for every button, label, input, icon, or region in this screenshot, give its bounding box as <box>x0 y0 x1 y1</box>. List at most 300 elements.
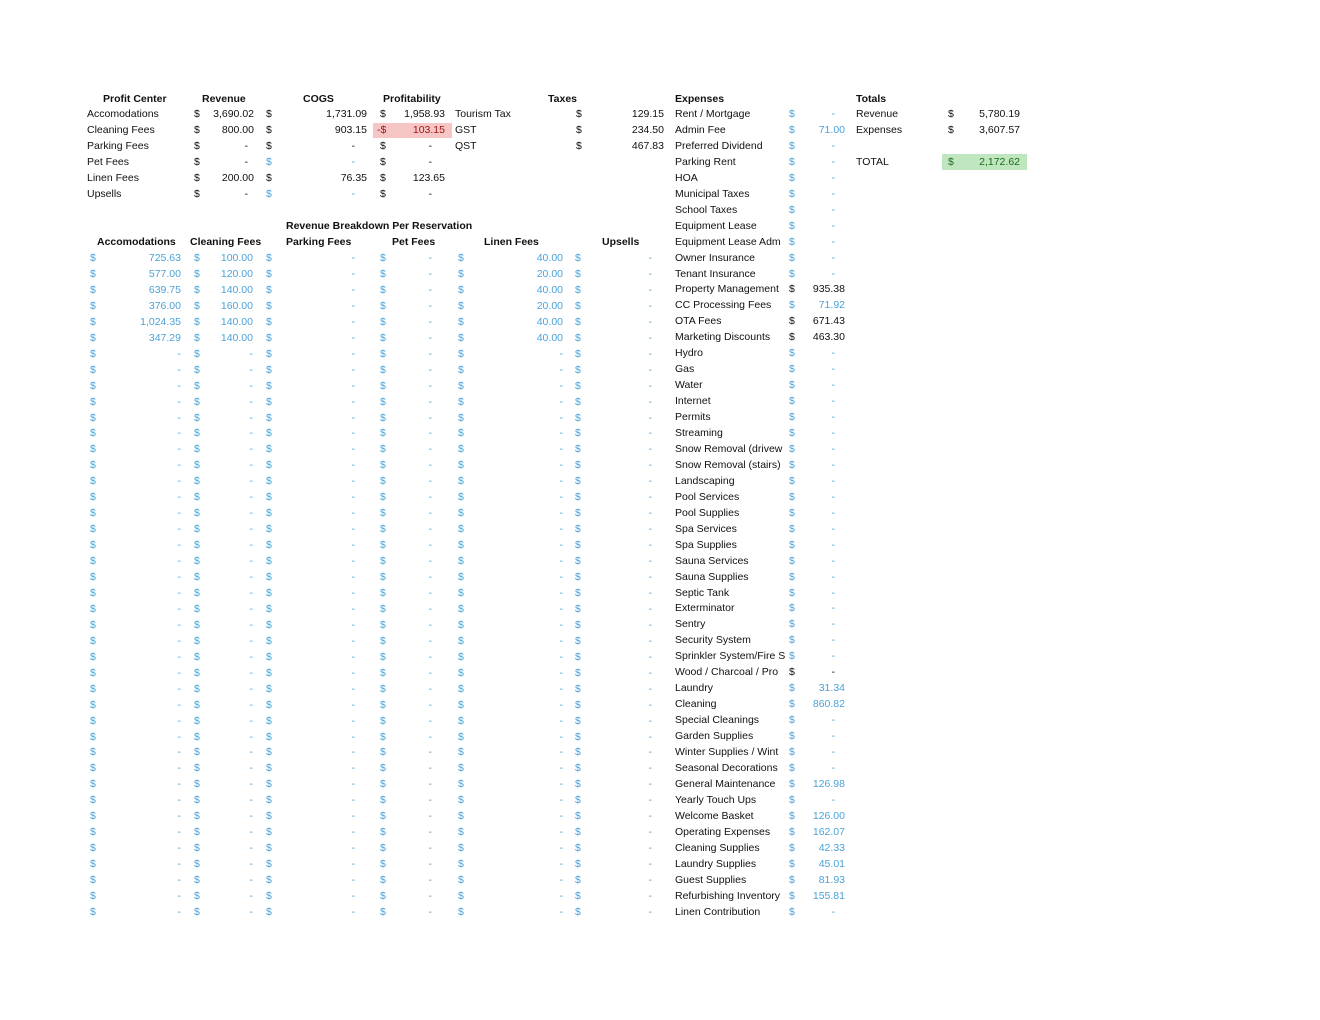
breakdown-cell: 20.00 <box>536 299 563 312</box>
breakdown-cell: - <box>351 794 355 807</box>
breakdown-cell: - <box>428 475 432 488</box>
expense-currency: $ <box>789 299 795 312</box>
breakdown-cell: - <box>559 730 563 743</box>
breakdown-cell: - <box>428 858 432 871</box>
expense-currency: $ <box>789 698 795 711</box>
breakdown-currency: $ <box>194 379 200 392</box>
breakdown-cell: - <box>648 698 652 711</box>
breakdown-currency: $ <box>266 443 272 456</box>
breakdown-cell: - <box>648 650 652 663</box>
breakdown-currency: $ <box>194 874 200 887</box>
breakdown-currency: $ <box>458 491 464 504</box>
expense-value: - <box>831 379 835 392</box>
expense-value: - <box>831 363 835 376</box>
expense-value: - <box>831 793 835 806</box>
expense-currency: $ <box>789 777 795 790</box>
breakdown-currency: $ <box>194 842 200 855</box>
breakdown-cell: - <box>648 842 652 855</box>
breakdown-cell: - <box>428 315 432 328</box>
profit-currency: $ <box>380 188 386 200</box>
tax-name: Tourism Tax <box>455 108 511 120</box>
breakdown-currency: $ <box>266 252 272 264</box>
expense-name: Cleaning <box>675 698 717 711</box>
breakdown-currency: $ <box>266 905 272 918</box>
breakdown-currency: $ <box>90 475 96 488</box>
breakdown-cell: - <box>648 778 652 791</box>
breakdown-cell: - <box>559 555 563 568</box>
breakdown-cell: - <box>428 905 432 918</box>
breakdown-currency: $ <box>90 523 96 536</box>
breakdown-currency: $ <box>380 842 386 855</box>
breakdown-cell: - <box>249 905 253 918</box>
expense-name: Welcome Basket <box>675 809 754 822</box>
breakdown-cell: - <box>351 411 355 424</box>
cogs-currency: $ <box>266 188 272 200</box>
expense-currency: $ <box>789 666 795 679</box>
breakdown-currency: $ <box>380 602 386 615</box>
breakdown-currency: $ <box>458 252 464 264</box>
expense-value: - <box>831 458 835 471</box>
breakdown-cell: - <box>351 459 355 472</box>
breakdown-cell: - <box>249 778 253 791</box>
breakdown-currency: $ <box>194 634 200 647</box>
expense-value: 126.98 <box>812 777 845 790</box>
breakdown-cell: - <box>249 555 253 568</box>
profit-value: - <box>428 188 432 200</box>
expense-name: Preferred Dividend <box>675 139 763 152</box>
breakdown-cell: - <box>648 523 652 536</box>
breakdown-cell: - <box>648 682 652 695</box>
breakdown-currency: $ <box>194 794 200 807</box>
revenue-currency: $ <box>194 108 200 120</box>
breakdown-cell: - <box>351 507 355 520</box>
breakdown-currency: $ <box>194 586 200 599</box>
breakdown-cell: 40.00 <box>536 331 563 344</box>
breakdown-currency: $ <box>458 459 464 472</box>
breakdown-cell: - <box>428 634 432 647</box>
expense-name: Parking Rent <box>675 155 736 168</box>
breakdown-cell: - <box>559 427 563 440</box>
breakdown-currency: $ <box>458 634 464 647</box>
breakdown-cell: - <box>177 905 181 918</box>
breakdown-cell: - <box>249 618 253 631</box>
expense-currency: $ <box>789 793 795 806</box>
breakdown-cell: - <box>648 315 652 328</box>
breakdown-currency: $ <box>575 347 581 360</box>
breakdown-cell: - <box>559 905 563 918</box>
breakdown-currency: $ <box>194 299 200 312</box>
cogs-value: - <box>351 156 355 168</box>
breakdown-cell: - <box>249 363 253 376</box>
breakdown-cell: - <box>177 427 181 440</box>
revenue-value: - <box>244 188 248 200</box>
breakdown-currency: $ <box>90 714 96 727</box>
expense-name: Seasonal Decorations <box>675 761 778 774</box>
cogs-currency: $ <box>266 172 272 184</box>
breakdown-currency: $ <box>575 698 581 711</box>
breakdown-currency: $ <box>90 347 96 360</box>
breakdown-currency: $ <box>194 491 200 504</box>
breakdown-cell: - <box>559 602 563 615</box>
breakdown-cell: 100.00 <box>220 252 253 264</box>
expense-value: - <box>831 538 835 551</box>
breakdown-currency: $ <box>575 746 581 759</box>
breakdown-currency: $ <box>575 459 581 472</box>
expense-currency: $ <box>789 873 795 886</box>
breakdown-currency: $ <box>575 650 581 663</box>
breakdown-currency: $ <box>575 762 581 775</box>
breakdown-cell: - <box>249 746 253 759</box>
breakdown-cell: - <box>177 602 181 615</box>
breakdown-cell: - <box>648 762 652 775</box>
breakdown-currency: $ <box>458 299 464 312</box>
revenue-value: - <box>244 156 248 168</box>
expense-currency: $ <box>789 522 795 535</box>
breakdown-cell: - <box>351 363 355 376</box>
breakdown-currency: $ <box>194 666 200 679</box>
breakdown-currency: $ <box>266 379 272 392</box>
breakdown-currency: $ <box>266 890 272 902</box>
breakdown-currency: $ <box>458 315 464 328</box>
expense-currency: $ <box>789 841 795 854</box>
tax-currency: $ <box>576 124 582 136</box>
breakdown-cell: - <box>648 666 652 679</box>
breakdown-cell: - <box>559 890 563 902</box>
breakdown-currency: $ <box>90 698 96 711</box>
breakdown-currency: $ <box>90 571 96 583</box>
breakdown-cell: - <box>351 252 355 264</box>
breakdown-cell: - <box>249 571 253 583</box>
breakdown-currency: $ <box>380 794 386 807</box>
breakdown-cell: - <box>428 347 432 360</box>
breakdown-currency: $ <box>194 890 200 902</box>
breakdown-currency: $ <box>266 778 272 791</box>
breakdown-currency: $ <box>575 267 581 280</box>
expense-value: - <box>831 905 835 918</box>
expense-name: Wood / Charcoal / Pro <box>675 666 779 679</box>
breakdown-currency: $ <box>380 363 386 376</box>
breakdown-currency: $ <box>194 682 200 695</box>
expense-name: Special Cleanings <box>675 714 760 727</box>
breakdown-cell: - <box>177 778 181 791</box>
breakdown-cell: - <box>351 315 355 328</box>
expense-name: Equipment Lease Adm <box>675 235 781 248</box>
expense-currency: $ <box>789 905 795 918</box>
expense-currency: $ <box>789 618 795 631</box>
breakdown-currency: $ <box>380 778 386 791</box>
breakdown-currency: $ <box>575 363 581 376</box>
breakdown-cell: - <box>428 762 432 775</box>
breakdown-cell: - <box>428 299 432 312</box>
breakdown-cell: - <box>177 730 181 743</box>
breakdown-cell: - <box>249 874 253 887</box>
breakdown-header: Pet Fees <box>392 236 436 248</box>
breakdown-cell: - <box>351 475 355 488</box>
breakdown-cell: - <box>648 443 652 456</box>
totals-currency: $ <box>948 156 954 168</box>
breakdown-currency: $ <box>458 379 464 392</box>
breakdown-currency: $ <box>458 858 464 871</box>
expense-name: Rent / Mortgage <box>675 108 751 120</box>
breakdown-cell: - <box>249 523 253 536</box>
breakdown-currency: $ <box>380 618 386 631</box>
breakdown-cell: - <box>177 491 181 504</box>
breakdown-cell: 639.75 <box>148 283 181 296</box>
totals-value: 2,172.62 <box>979 156 1020 168</box>
breakdown-cell: - <box>428 666 432 679</box>
breakdown-currency: $ <box>458 874 464 887</box>
totals-value: 5,780.19 <box>979 108 1020 120</box>
breakdown-cell: - <box>249 443 253 456</box>
expense-name: Equipment Lease <box>675 219 757 232</box>
breakdown-currency: $ <box>575 586 581 599</box>
expense-name: Gas <box>675 363 695 376</box>
expense-value: - <box>831 522 835 535</box>
breakdown-currency: $ <box>194 905 200 918</box>
breakdown-currency: $ <box>380 826 386 839</box>
breakdown-currency: $ <box>194 698 200 711</box>
breakdown-cell: - <box>351 905 355 918</box>
breakdown-currency: $ <box>194 267 200 280</box>
breakdown-currency: $ <box>575 826 581 839</box>
expense-value: 860.82 <box>812 698 845 711</box>
expense-name: Water <box>675 379 703 392</box>
expense-value: - <box>831 474 835 487</box>
breakdown-currency: $ <box>90 810 96 823</box>
breakdown-currency: $ <box>575 555 581 568</box>
breakdown-cell: - <box>428 746 432 759</box>
breakdown-cell: - <box>648 252 652 264</box>
breakdown-cell: - <box>177 762 181 775</box>
breakdown-cell: - <box>351 427 355 440</box>
breakdown-currency: $ <box>266 698 272 711</box>
breakdown-cell: - <box>351 682 355 695</box>
breakdown-currency: $ <box>266 395 272 408</box>
tax-value: 234.50 <box>631 124 664 136</box>
breakdown-currency: $ <box>266 730 272 743</box>
breakdown-currency: $ <box>194 746 200 759</box>
breakdown-currency: $ <box>90 778 96 791</box>
expense-name: Garden Supplies <box>675 730 754 743</box>
profit-value: 103.15 <box>412 124 445 136</box>
breakdown-currency: $ <box>194 475 200 488</box>
breakdown-currency: $ <box>458 555 464 568</box>
breakdown-cell: - <box>648 714 652 727</box>
breakdown-cell: - <box>351 267 355 280</box>
breakdown-title: Revenue Breakdown Per Reservation <box>286 220 473 232</box>
header-profitability: Profitability <box>383 93 441 105</box>
breakdown-cell: - <box>351 539 355 552</box>
breakdown-cell: - <box>559 666 563 679</box>
expense-currency: $ <box>789 283 795 296</box>
expense-name: Property Management <box>675 283 779 296</box>
breakdown-currency: $ <box>575 315 581 328</box>
breakdown-header: Cleaning Fees <box>190 236 262 248</box>
expense-value: 71.00 <box>818 123 845 136</box>
breakdown-cell: - <box>648 634 652 647</box>
breakdown-currency: $ <box>194 347 200 360</box>
breakdown-cell: - <box>648 331 652 344</box>
breakdown-currency: $ <box>458 586 464 599</box>
breakdown-cell: - <box>428 890 432 902</box>
revenue-value: 3,690.02 <box>213 108 254 120</box>
breakdown-currency: $ <box>90 682 96 695</box>
breakdown-cell: - <box>559 714 563 727</box>
breakdown-cell: - <box>428 586 432 599</box>
breakdown-cell: - <box>428 730 432 743</box>
expense-currency: $ <box>789 187 795 200</box>
breakdown-currency: $ <box>194 315 200 328</box>
breakdown-currency: $ <box>575 682 581 695</box>
expense-value: - <box>831 761 835 774</box>
breakdown-cell: - <box>428 283 432 296</box>
breakdown-cell: - <box>428 331 432 344</box>
expense-currency: $ <box>789 379 795 392</box>
breakdown-currency: $ <box>380 459 386 472</box>
expense-value: 162.07 <box>812 825 845 838</box>
breakdown-cell: - <box>177 555 181 568</box>
breakdown-currency: $ <box>266 299 272 312</box>
breakdown-cell: - <box>559 363 563 376</box>
breakdown-cell: - <box>428 539 432 552</box>
expense-currency: $ <box>789 363 795 376</box>
expense-value: - <box>831 554 835 567</box>
breakdown-currency: $ <box>266 555 272 568</box>
breakdown-currency: $ <box>266 746 272 759</box>
breakdown-currency: $ <box>575 395 581 408</box>
breakdown-cell: - <box>177 650 181 663</box>
breakdown-cell: - <box>177 395 181 408</box>
expense-value: - <box>831 714 835 727</box>
profit-center-name: Cleaning Fees <box>87 124 155 136</box>
breakdown-currency: $ <box>575 714 581 727</box>
breakdown-currency: $ <box>380 539 386 552</box>
breakdown-cell: - <box>177 890 181 902</box>
breakdown-cell: - <box>428 794 432 807</box>
expense-value: 935.38 <box>812 283 845 296</box>
breakdown-currency: $ <box>458 571 464 583</box>
breakdown-cell: - <box>648 299 652 312</box>
breakdown-cell: - <box>428 842 432 855</box>
breakdown-currency: $ <box>458 666 464 679</box>
breakdown-currency: $ <box>266 810 272 823</box>
breakdown-cell: - <box>351 826 355 839</box>
breakdown-cell: - <box>177 634 181 647</box>
expense-currency: $ <box>789 506 795 519</box>
breakdown-currency: $ <box>90 491 96 504</box>
breakdown-cell: - <box>177 571 181 583</box>
breakdown-currency: $ <box>458 427 464 440</box>
breakdown-cell: - <box>559 650 563 663</box>
breakdown-cell: - <box>559 698 563 711</box>
breakdown-cell: - <box>351 810 355 823</box>
breakdown-currency: $ <box>575 905 581 918</box>
breakdown-currency: $ <box>194 778 200 791</box>
breakdown-cell: - <box>648 411 652 424</box>
breakdown-cell: - <box>428 395 432 408</box>
breakdown-cell: - <box>428 874 432 887</box>
breakdown-currency: $ <box>90 267 96 280</box>
expense-value: - <box>831 171 835 184</box>
breakdown-cell: - <box>351 491 355 504</box>
breakdown-cell: - <box>648 395 652 408</box>
breakdown-currency: $ <box>380 267 386 280</box>
breakdown-currency: $ <box>458 682 464 695</box>
expense-currency: $ <box>789 108 795 120</box>
profit-value: - <box>428 156 432 168</box>
breakdown-cell: - <box>351 874 355 887</box>
breakdown-currency: $ <box>458 331 464 344</box>
expense-value: - <box>831 666 835 679</box>
breakdown-currency: $ <box>90 874 96 887</box>
expense-value: - <box>831 650 835 663</box>
breakdown-cell: - <box>428 810 432 823</box>
breakdown-cell: - <box>648 507 652 520</box>
breakdown-currency: $ <box>458 395 464 408</box>
breakdown-cell: - <box>648 459 652 472</box>
expense-currency: $ <box>789 219 795 232</box>
revenue-currency: $ <box>194 188 200 200</box>
breakdown-header: Upsells <box>602 236 640 248</box>
breakdown-currency: $ <box>194 571 200 583</box>
breakdown-currency: $ <box>90 363 96 376</box>
breakdown-cell: - <box>351 618 355 631</box>
breakdown-cell: - <box>249 459 253 472</box>
breakdown-cell: - <box>559 794 563 807</box>
breakdown-currency: $ <box>380 299 386 312</box>
breakdown-cell: - <box>249 890 253 902</box>
expense-currency: $ <box>789 746 795 758</box>
expense-value: - <box>831 634 835 647</box>
breakdown-currency: $ <box>380 331 386 344</box>
breakdown-cell: - <box>559 475 563 488</box>
breakdown-currency: $ <box>458 842 464 855</box>
expense-value: - <box>831 490 835 503</box>
expense-currency: $ <box>789 315 795 328</box>
breakdown-cell: - <box>559 762 563 775</box>
breakdown-cell: - <box>648 267 652 280</box>
breakdown-cell: - <box>428 555 432 568</box>
breakdown-currency: $ <box>458 730 464 743</box>
breakdown-cell: - <box>648 826 652 839</box>
expense-name: Pool Services <box>675 490 740 503</box>
breakdown-cell: - <box>648 571 652 583</box>
profit-currency: $ <box>380 140 386 152</box>
expense-currency: $ <box>789 395 795 408</box>
breakdown-currency: $ <box>194 810 200 823</box>
breakdown-currency: $ <box>575 618 581 631</box>
breakdown-currency: $ <box>266 858 272 871</box>
breakdown-currency: $ <box>90 905 96 918</box>
breakdown-cell: - <box>559 379 563 392</box>
breakdown-cell: - <box>428 523 432 536</box>
tax-value: 129.15 <box>631 108 664 120</box>
breakdown-currency: $ <box>575 890 581 902</box>
expense-currency: $ <box>789 586 795 599</box>
expense-value: - <box>831 746 835 758</box>
breakdown-cell: - <box>249 826 253 839</box>
breakdown-cell: - <box>177 794 181 807</box>
breakdown-currency: $ <box>194 331 200 344</box>
breakdown-cell: - <box>249 475 253 488</box>
breakdown-cell: - <box>559 682 563 695</box>
expense-currency: $ <box>789 251 795 264</box>
expense-name: Laundry Supplies <box>675 857 757 870</box>
breakdown-currency: $ <box>380 730 386 743</box>
breakdown-currency: $ <box>194 363 200 376</box>
expense-name: Yearly Touch Ups <box>675 793 757 806</box>
breakdown-currency: $ <box>90 411 96 424</box>
